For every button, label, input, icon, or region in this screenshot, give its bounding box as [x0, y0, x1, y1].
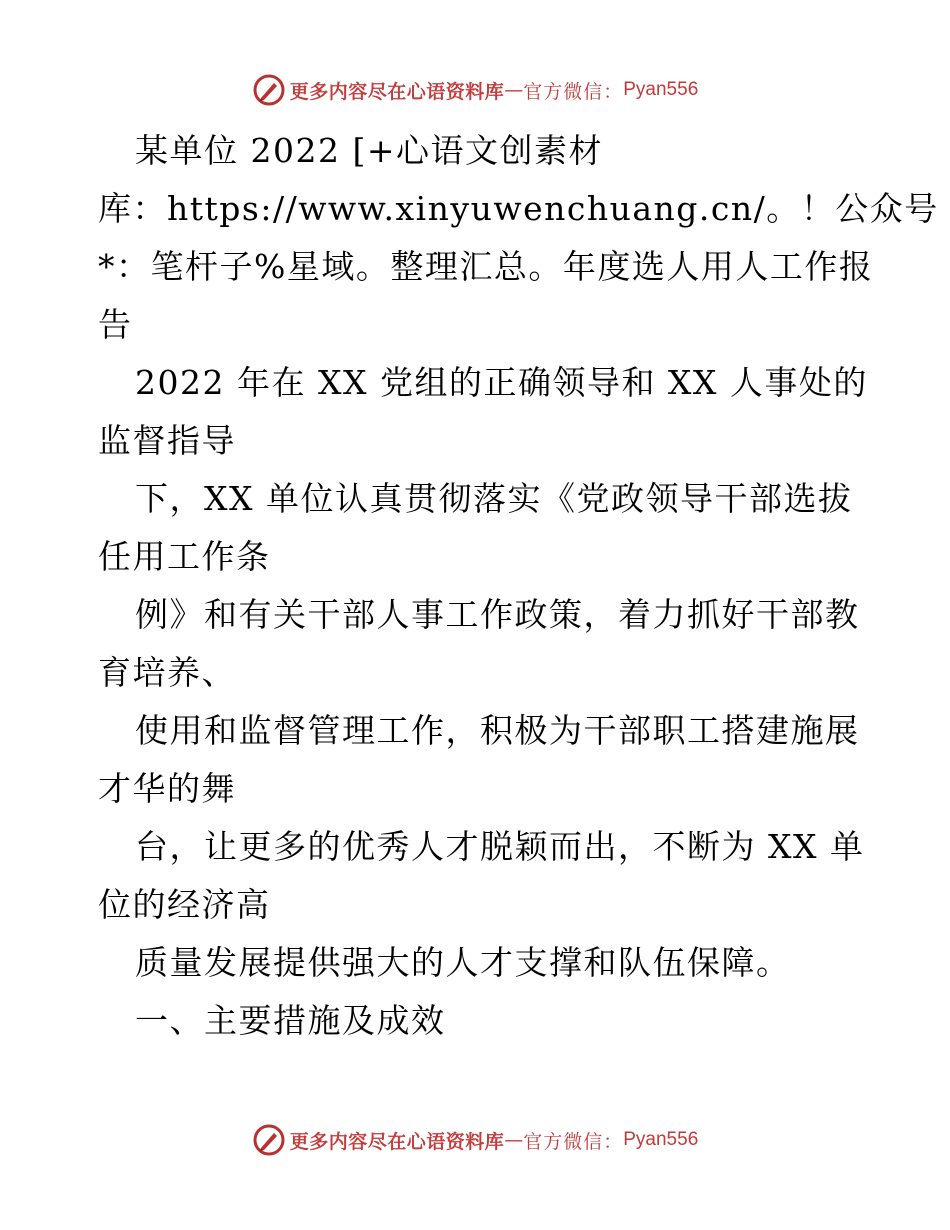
text-line: 使用和监督管理工作，积极为干部职工搭建施展 [135, 711, 860, 750]
text-line: *：笔杆子%星域。整理汇总。年度选人用人工作报 [98, 247, 874, 286]
banner-main-text: 更多内容尽在心语资料库 [289, 80, 505, 103]
text-line: 告 [98, 305, 133, 344]
header-banner [0, 70, 950, 110]
paragraph-title [98, 122, 858, 180]
banner-wechat-id: Pyan556 [623, 1129, 699, 1150]
text-line: 育培养、 [98, 653, 236, 692]
text-line: 才华的舞 [98, 769, 236, 808]
section-heading [98, 992, 858, 1050]
banner-wechat-id: Pyan556 [623, 79, 699, 100]
banner-main-text: 更多内容尽在心语资料库 [289, 1130, 505, 1153]
footer-banner [0, 1120, 950, 1160]
heading-line: 一、主要措施及成效 [135, 1001, 446, 1040]
banner-sub-text: 官方微信： [523, 1130, 624, 1153]
pen-logo-icon [252, 1123, 286, 1157]
text-line: 库：https://www.xinyuwenchuang.cn/。！公众号 [98, 189, 939, 228]
text-line: 某单位 2022 [+心语文创素材 [135, 131, 603, 170]
text-line: 台，让更多的优秀人才脱颖而出，不断为 XX 单 [135, 827, 865, 866]
text-line: 例》和有关干部人事工作政策，着力抓好干部教 [135, 595, 860, 634]
paragraph-4 [98, 702, 858, 818]
banner-dash: — [504, 1129, 524, 1151]
paragraph-title-cont [98, 180, 939, 354]
paragraph-6 [98, 934, 858, 992]
paragraph-3 [98, 586, 858, 702]
text-line: 任用工作条 [98, 537, 271, 576]
text-line: 质量发展提供强大的人才支撑和队伍保障。 [135, 943, 791, 982]
banner-dash: — [504, 79, 524, 101]
document-body [98, 122, 939, 1050]
pen-logo-icon [252, 73, 286, 107]
paragraph-1 [98, 354, 868, 470]
paragraph-2 [98, 470, 858, 586]
text-line: 监督指导 [98, 421, 236, 460]
text-line: 下，XX 单位认真贯彻落实《党政领导干部选拔 [135, 479, 853, 518]
text-line: 位的经济高 [98, 885, 271, 924]
text-line: 2022 年在 XX 党组的正确领导和 XX 人事处的 [135, 363, 868, 402]
banner-sub-text: 官方微信： [523, 80, 624, 103]
paragraph-5 [98, 818, 865, 934]
